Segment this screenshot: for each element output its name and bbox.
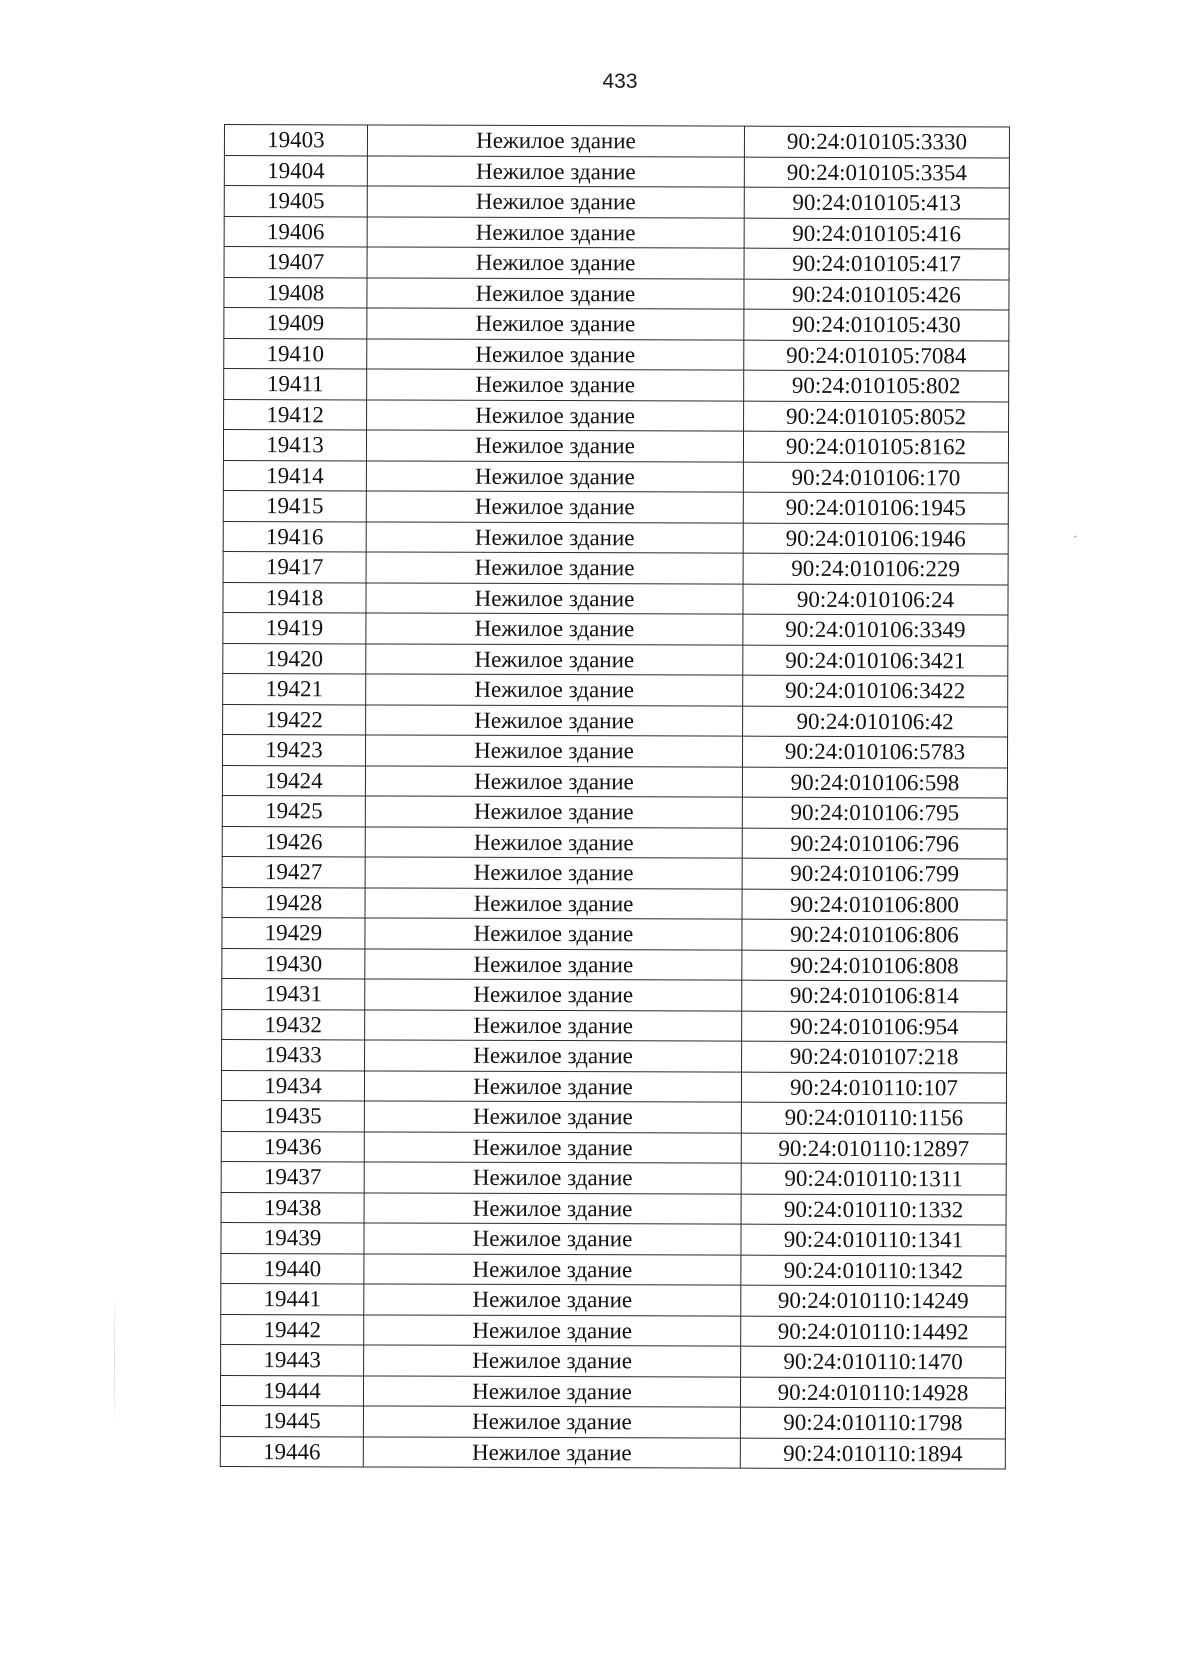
page-number: 433 bbox=[602, 70, 638, 93]
table-row bbox=[224, 155, 1009, 188]
row-number-cell: 19411 bbox=[224, 369, 367, 400]
row-number-cell: 19425 bbox=[222, 795, 365, 826]
row-number-cell: 19424 bbox=[222, 765, 365, 796]
table-row bbox=[221, 1131, 1006, 1164]
table-row bbox=[221, 1253, 1006, 1286]
object-type-cell: Нежилое здание bbox=[366, 704, 743, 736]
row-number-cell: 19445 bbox=[220, 1405, 363, 1436]
table-row bbox=[224, 186, 1009, 219]
row-number-cell: 19426 bbox=[222, 826, 365, 857]
row-number-cell: 19441 bbox=[221, 1283, 364, 1314]
table-row bbox=[224, 308, 1009, 341]
cadastral-number-cell: 90:24:010107:218 bbox=[742, 1041, 1007, 1072]
cadastral-number-cell: 90:24:010106:42 bbox=[743, 706, 1008, 737]
row-number-cell: 19443 bbox=[221, 1344, 364, 1375]
object-type-cell: Нежилое здание bbox=[367, 308, 744, 340]
cadastral-number-cell: 90:24:010110:14249 bbox=[741, 1285, 1006, 1316]
cadastral-number-cell: 90:24:010106:598 bbox=[742, 767, 1007, 798]
table-row bbox=[220, 1436, 1005, 1469]
object-type-cell: Нежилое здание bbox=[366, 674, 743, 706]
row-number-cell: 19415 bbox=[223, 490, 366, 521]
object-type-cell: Нежилое здание bbox=[363, 1406, 740, 1438]
object-type-cell: Нежилое здание bbox=[365, 735, 742, 767]
cadastral-number-cell: 90:24:010106:799 bbox=[742, 858, 1007, 889]
cadastral-number-cell: 90:24:010106:800 bbox=[742, 889, 1007, 920]
object-type-cell: Нежилое здание bbox=[364, 1192, 741, 1224]
table-row bbox=[224, 338, 1009, 371]
cadastral-number-cell: 90:24:010110:1332 bbox=[741, 1194, 1006, 1225]
table-row bbox=[221, 1222, 1006, 1255]
cadastral-number-cell: 90:24:010106:229 bbox=[743, 553, 1008, 584]
cadastral-number-cell: 90:24:010106:3422 bbox=[743, 675, 1008, 706]
object-type-cell: Нежилое здание bbox=[364, 1070, 741, 1102]
object-type-cell: Нежилое здание bbox=[365, 1009, 742, 1041]
object-type-cell: Нежилое здание bbox=[367, 277, 744, 309]
table-row bbox=[223, 673, 1008, 706]
object-type-cell: Нежилое здание bbox=[365, 1040, 742, 1072]
object-type-cell: Нежилое здание bbox=[367, 338, 744, 370]
object-type-cell: Нежилое здание bbox=[363, 1375, 740, 1407]
cadastral-number-cell: 90:24:010110:107 bbox=[741, 1072, 1006, 1103]
cadastral-number-cell: 90:24:010106:170 bbox=[743, 462, 1008, 493]
table-row bbox=[221, 1070, 1006, 1103]
object-type-cell: Нежилое здание bbox=[364, 1162, 741, 1194]
row-number-cell: 19420 bbox=[223, 643, 366, 674]
table-row bbox=[223, 551, 1008, 584]
row-number-cell: 19430 bbox=[222, 948, 365, 979]
table-row bbox=[222, 1009, 1007, 1042]
cadastral-number-cell: 90:24:010106:808 bbox=[742, 950, 1007, 981]
cadastral-number-cell: 90:24:010105:416 bbox=[744, 218, 1009, 249]
row-number-cell: 19406 bbox=[224, 216, 367, 247]
cadastral-number-cell: 90:24:010106:814 bbox=[742, 980, 1007, 1011]
cadastral-number-cell: 90:24:010106:795 bbox=[742, 797, 1007, 828]
object-type-cell: Нежилое здание bbox=[366, 430, 743, 462]
row-number-cell: 19410 bbox=[224, 338, 367, 369]
object-type-cell: Нежилое здание bbox=[364, 1253, 741, 1285]
table-row bbox=[222, 1039, 1007, 1072]
row-number-cell: 19437 bbox=[221, 1161, 364, 1192]
table-row bbox=[224, 277, 1009, 310]
cadastral-number-cell: 90:24:010106:954 bbox=[742, 1011, 1007, 1042]
cadastral-number-cell: 90:24:010110:1894 bbox=[740, 1438, 1005, 1469]
cadastral-number-cell: 90:24:010106:796 bbox=[742, 828, 1007, 859]
object-type-cell: Нежилое здание bbox=[366, 582, 743, 614]
cadastral-number-cell: 90:24:010106:24 bbox=[743, 584, 1008, 615]
cadastral-number-cell: 90:24:010105:3354 bbox=[744, 157, 1009, 188]
table-row bbox=[222, 826, 1007, 859]
object-type-cell: Нежилое здание bbox=[367, 155, 744, 187]
cadastral-number-cell: 90:24:010106:1946 bbox=[743, 523, 1008, 554]
cadastral-number-cell: 90:24:010106:3421 bbox=[743, 645, 1008, 676]
row-number-cell: 19429 bbox=[222, 917, 365, 948]
table-row bbox=[222, 795, 1007, 828]
table-row bbox=[221, 1344, 1006, 1377]
cadastral-number-cell: 90:24:010110:1156 bbox=[741, 1102, 1006, 1133]
row-number-cell: 19409 bbox=[224, 308, 367, 339]
object-type-cell: Нежилое здание bbox=[365, 857, 742, 889]
cadastral-number-cell: 90:24:010110:1342 bbox=[741, 1255, 1006, 1286]
register-table bbox=[220, 124, 1010, 1469]
register-table-body bbox=[220, 125, 1009, 1469]
row-number-cell: 19413 bbox=[223, 430, 366, 461]
row-number-cell: 19446 bbox=[220, 1436, 363, 1467]
cadastral-number-cell: 90:24:010110:1470 bbox=[741, 1346, 1006, 1377]
row-number-cell: 19414 bbox=[223, 460, 366, 491]
cadastral-number-cell: 90:24:010110:1341 bbox=[741, 1224, 1006, 1255]
table-row bbox=[222, 765, 1007, 798]
object-type-cell: Нежилое здание bbox=[364, 1284, 741, 1316]
row-number-cell: 19407 bbox=[224, 247, 367, 278]
object-type-cell: Нежилое здание bbox=[363, 1436, 740, 1468]
object-type-cell: Нежилое здание bbox=[365, 979, 742, 1011]
table-row bbox=[221, 1100, 1006, 1133]
table-row bbox=[221, 1283, 1006, 1316]
table-row bbox=[222, 734, 1007, 767]
row-number-cell: 19412 bbox=[224, 399, 367, 430]
object-type-cell: Нежилое здание bbox=[367, 247, 744, 279]
table-row bbox=[221, 1314, 1006, 1347]
object-type-cell: Нежилое здание bbox=[365, 948, 742, 980]
cadastral-number-cell: 90:24:010105:8162 bbox=[743, 431, 1008, 462]
object-type-cell: Нежилое здание bbox=[366, 521, 743, 553]
table-row bbox=[223, 582, 1008, 615]
cadastral-number-cell: 90:24:010110:1311 bbox=[741, 1163, 1006, 1194]
object-type-cell: Нежилое здание bbox=[367, 216, 744, 248]
cadastral-number-cell: 90:24:010105:802 bbox=[744, 370, 1009, 401]
object-type-cell: Нежилое здание bbox=[364, 1131, 741, 1163]
table-row bbox=[220, 1405, 1005, 1438]
table-row bbox=[222, 978, 1007, 1011]
table-row bbox=[222, 856, 1007, 889]
row-number-cell: 19440 bbox=[221, 1253, 364, 1284]
table-row bbox=[223, 704, 1008, 737]
row-number-cell: 19434 bbox=[221, 1070, 364, 1101]
table-row bbox=[224, 399, 1009, 432]
cadastral-number-cell: 90:24:010105:3330 bbox=[744, 126, 1009, 157]
row-number-cell: 19404 bbox=[224, 155, 367, 186]
cadastral-number-cell: 90:24:010110:14492 bbox=[741, 1316, 1006, 1347]
cadastral-number-cell: 90:24:010105:417 bbox=[744, 248, 1009, 279]
table-row bbox=[223, 643, 1008, 676]
cadastral-number-cell: 90:24:010105:430 bbox=[744, 309, 1009, 340]
row-number-cell: 19408 bbox=[224, 277, 367, 308]
table-row bbox=[221, 1192, 1006, 1225]
table-row bbox=[223, 612, 1008, 645]
row-number-cell: 19435 bbox=[221, 1100, 364, 1131]
table-row bbox=[224, 369, 1009, 402]
table-row bbox=[224, 125, 1009, 158]
table-row bbox=[222, 887, 1007, 920]
row-number-cell: 19421 bbox=[223, 673, 366, 704]
row-number-cell: 19432 bbox=[222, 1009, 365, 1040]
object-type-cell: Нежилое здание bbox=[364, 1223, 741, 1255]
table-row bbox=[223, 430, 1008, 463]
object-type-cell: Нежилое здание bbox=[365, 796, 742, 828]
cadastral-number-cell: 90:24:010105:413 bbox=[744, 187, 1009, 218]
row-number-cell: 19428 bbox=[222, 887, 365, 918]
cadastral-number-cell: 90:24:010105:7084 bbox=[744, 340, 1009, 371]
table-row bbox=[222, 917, 1007, 950]
table-row bbox=[223, 521, 1008, 554]
object-type-cell: Нежилое здание bbox=[365, 765, 742, 797]
cadastral-number-cell: 90:24:010106:1945 bbox=[743, 492, 1008, 523]
object-type-cell: Нежилое здание bbox=[367, 369, 744, 401]
cadastral-number-cell: 90:24:010110:1798 bbox=[740, 1407, 1005, 1438]
row-number-cell: 19405 bbox=[224, 186, 367, 217]
object-type-cell: Нежилое здание bbox=[365, 826, 742, 858]
object-type-cell: Нежилое здание bbox=[364, 1101, 741, 1133]
row-number-cell: 19423 bbox=[222, 734, 365, 765]
table-row bbox=[220, 1375, 1005, 1408]
row-number-cell: 19442 bbox=[221, 1314, 364, 1345]
row-number-cell: 19416 bbox=[223, 521, 366, 552]
row-number-cell: 19403 bbox=[224, 125, 367, 156]
row-number-cell: 19419 bbox=[223, 612, 366, 643]
object-type-cell: Нежилое здание bbox=[366, 613, 743, 645]
cadastral-number-cell: 90:24:010106:806 bbox=[742, 919, 1007, 950]
object-type-cell: Нежилое здание bbox=[367, 186, 744, 218]
row-number-cell: 19444 bbox=[220, 1375, 363, 1406]
row-number-cell: 19436 bbox=[221, 1131, 364, 1162]
object-type-cell: Нежилое здание bbox=[366, 460, 743, 492]
table-row bbox=[221, 1161, 1006, 1194]
row-number-cell: 19418 bbox=[223, 582, 366, 613]
object-type-cell: Нежилое здание bbox=[366, 491, 743, 523]
object-type-cell: Нежилое здание bbox=[364, 1345, 741, 1377]
table-row bbox=[223, 460, 1008, 493]
row-number-cell: 19433 bbox=[222, 1039, 365, 1070]
row-number-cell: 19427 bbox=[222, 856, 365, 887]
object-type-cell: Нежилое здание bbox=[365, 887, 742, 919]
cadastral-number-cell: 90:24:010110:12897 bbox=[741, 1133, 1006, 1164]
cadastral-number-cell: 90:24:010106:3349 bbox=[743, 614, 1008, 645]
row-number-cell: 19422 bbox=[223, 704, 366, 735]
cadastral-number-cell: 90:24:010105:426 bbox=[744, 279, 1009, 310]
table-row bbox=[224, 216, 1009, 249]
table-row bbox=[222, 948, 1007, 981]
object-type-cell: Нежилое здание bbox=[364, 1314, 741, 1346]
row-number-cell: 19431 bbox=[222, 978, 365, 1009]
row-number-cell: 19439 bbox=[221, 1222, 364, 1253]
object-type-cell: Нежилое здание bbox=[367, 399, 744, 431]
object-type-cell: Нежилое здание bbox=[365, 918, 742, 950]
table-row bbox=[224, 247, 1009, 280]
cadastral-number-cell: 90:24:010105:8052 bbox=[744, 401, 1009, 432]
object-type-cell: Нежилое здание bbox=[367, 125, 744, 157]
scan-edge-mark bbox=[114, 1290, 115, 1430]
table-row bbox=[223, 490, 1008, 523]
object-type-cell: Нежилое здание bbox=[366, 643, 743, 675]
row-number-cell: 19438 bbox=[221, 1192, 364, 1223]
cadastral-number-cell: 90:24:010110:14928 bbox=[740, 1377, 1005, 1408]
row-number-cell: 19417 bbox=[223, 551, 366, 582]
cadastral-number-cell: 90:24:010106:5783 bbox=[742, 736, 1007, 767]
object-type-cell: Нежилое здание bbox=[366, 552, 743, 584]
scan-speck bbox=[1074, 535, 1077, 537]
